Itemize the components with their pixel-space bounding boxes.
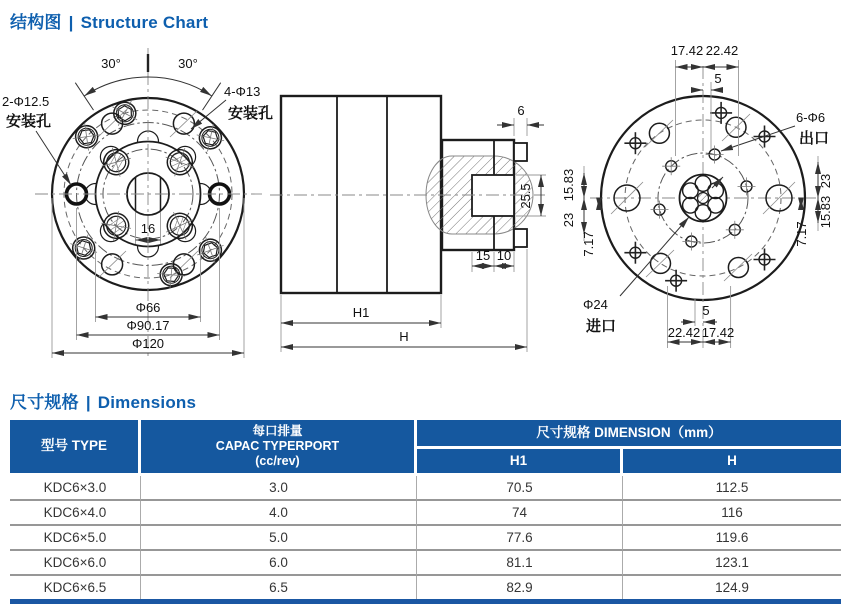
capacity-header-en: CAPAC TYPERPORT	[215, 439, 340, 453]
label-mount-2xd12-5: 2-Φ12.5	[2, 94, 50, 109]
dim-top-22-42: 22.42	[705, 43, 739, 58]
page-title	[10, 8, 208, 33]
dimensions-title-en: Dimensions	[97, 393, 197, 412]
table-row	[10, 551, 841, 576]
dim-port-offset-6: 6	[517, 103, 525, 118]
cell-h1: 74	[417, 501, 623, 526]
dim-port-25-5: 25.5	[518, 183, 533, 209]
cell-h: 123.1	[623, 551, 841, 576]
capacity-header-unit: (cc/rev)	[255, 454, 300, 468]
label-inlet-d24: Φ24	[583, 297, 608, 312]
label-mount-4xd13: 4-Φ13	[224, 84, 261, 99]
dim-bottom-17-42: 17.42	[701, 325, 735, 340]
capacity-header-zh: 每口排量	[252, 424, 303, 438]
cell-h: 119.6	[623, 526, 841, 551]
label-outlet-sub: 出口	[799, 130, 830, 147]
title-divider: |	[68, 13, 74, 32]
col-header-type: 型号 TYPE	[10, 420, 141, 476]
dim-h1: H1	[352, 305, 370, 320]
cell-type: KDC6×6.5	[10, 576, 141, 599]
dim-10: 10	[496, 248, 512, 263]
dim-dia-90-17: Φ90.17	[126, 318, 170, 333]
dim-right-7-17: 7.17	[794, 221, 809, 247]
table-row	[10, 501, 841, 526]
dimensions-table	[10, 420, 841, 604]
col-header-capacity	[141, 420, 417, 476]
dim-angle-right: 30°	[178, 56, 198, 71]
cell-h1: 70.5	[417, 476, 623, 501]
dim-15: 15	[475, 248, 491, 263]
col-header-h1: H1	[417, 449, 623, 476]
dim-shaft-flats-16: 16	[140, 221, 156, 236]
dim-dia-120: Φ120	[131, 336, 165, 351]
structure-chart-drawing	[0, 36, 850, 388]
cell-capacity: 5.0	[141, 526, 417, 551]
cell-h: 116	[623, 501, 841, 526]
label-outlet-6xd6: 6-Φ6	[796, 110, 826, 125]
cell-h1: 77.6	[417, 526, 623, 551]
dim-top-17-42: 17.42	[670, 43, 704, 58]
dim-left-7-17: 7.17	[581, 231, 596, 257]
dim-h: H	[399, 329, 409, 344]
cell-type: KDC6×3.0	[10, 476, 141, 501]
cell-h: 124.9	[623, 576, 841, 599]
cell-type: KDC6×4.0	[10, 501, 141, 526]
dimensions-title-zh: 尺寸规格	[10, 393, 79, 412]
dim-top-5: 5	[714, 71, 722, 86]
cell-type: KDC6×5.0	[10, 526, 141, 551]
page-title-en: Structure Chart	[80, 13, 209, 32]
dimensions-title	[10, 388, 196, 413]
table-row	[10, 526, 841, 551]
cell-h1: 82.9	[417, 576, 623, 599]
label-mount-4xd13-sub: 安装孔	[228, 105, 274, 122]
dim-right-23: 23	[818, 173, 833, 189]
side-view	[270, 96, 546, 352]
table-row	[10, 476, 841, 501]
dimensions-title-divider: |	[85, 393, 91, 412]
page-title-zh: 结构图	[10, 13, 62, 32]
dim-bottom-5: 5	[702, 303, 710, 318]
cell-capacity: 6.0	[141, 551, 417, 576]
cell-h1: 81.1	[417, 551, 623, 576]
col-header-h: H	[623, 449, 841, 476]
label-inlet-sub: 进口	[586, 318, 617, 335]
cell-capacity: 4.0	[141, 501, 417, 526]
cell-h: 112.5	[623, 476, 841, 501]
table-row	[10, 576, 841, 599]
cell-type: KDC6×6.0	[10, 551, 141, 576]
cell-capacity: 3.0	[141, 476, 417, 501]
rear-view	[561, 43, 833, 348]
dim-bottom-22-42: 22.42	[667, 325, 701, 340]
dim-left-23: 23	[561, 212, 576, 228]
front-view	[2, 48, 273, 358]
dim-left-15-83: 15.83	[561, 168, 576, 202]
cell-capacity: 6.5	[141, 576, 417, 599]
label-mount-2xd12-5-sub: 安装孔	[6, 113, 52, 130]
dim-angle-left: 30°	[101, 56, 121, 71]
col-header-dimension: 尺寸规格 DIMENSION（mm）	[417, 420, 841, 449]
dim-dia-66: Φ66	[135, 300, 161, 315]
dim-right-15-83: 15.83	[818, 195, 833, 229]
